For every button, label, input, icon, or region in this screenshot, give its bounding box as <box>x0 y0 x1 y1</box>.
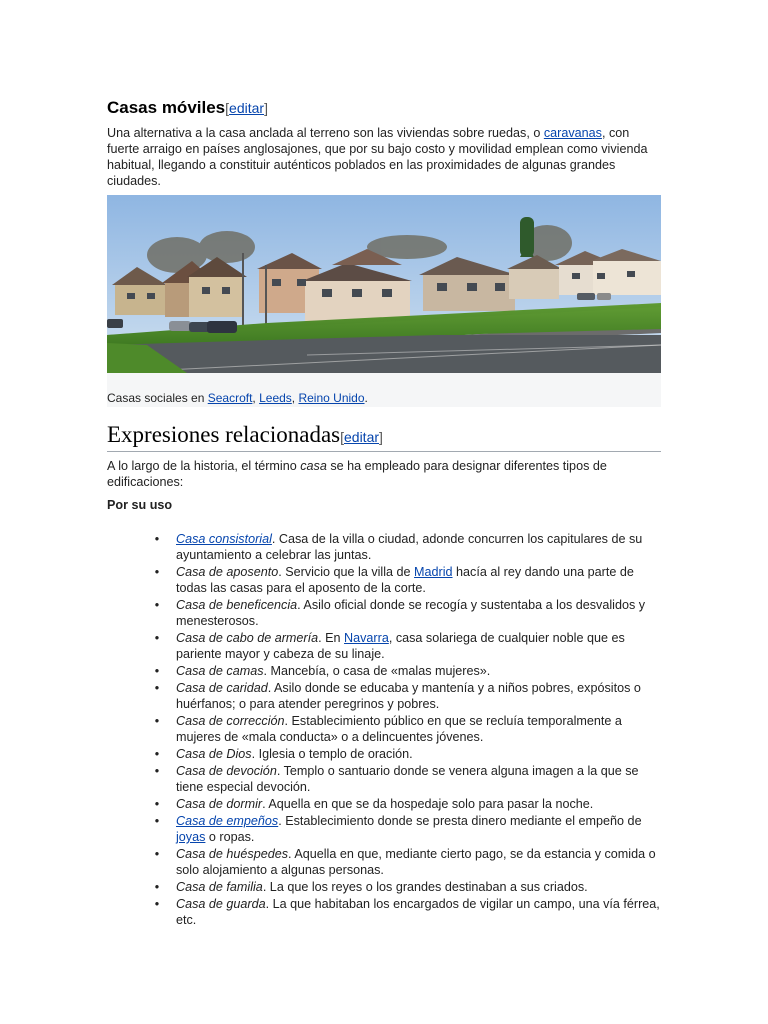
item-description: . Aquella en que se da hospedaje solo para pasar la noche. <box>262 797 594 811</box>
bullet-icon: • <box>154 714 160 728</box>
item-description: . Establecimiento donde se presta dinero mediante el empeño de <box>278 814 642 828</box>
section-title-casas-moviles <box>107 97 268 119</box>
link-caravanas[interactable]: caravanas <box>543 126 602 140</box>
bullet-icon: • <box>154 747 160 761</box>
list-item <box>152 531 662 563</box>
link-leeds[interactable]: Leeds <box>259 391 292 405</box>
bullet-icon: • <box>154 565 160 579</box>
bullet-icon: • <box>154 598 160 612</box>
edit-section-link[interactable] <box>340 429 383 445</box>
caption-separator: , <box>291 391 299 405</box>
paragraph-intro <box>107 458 663 490</box>
item-description: . Aquella en que, mediante cierto pago, se da estancia y comida o solo alojamiento a algunas personas. <box>176 847 656 877</box>
paragraph-text: A lo largo de la historia, el término <box>107 459 301 473</box>
term-text: Casa de familia <box>176 880 263 894</box>
bullet-icon: • <box>154 532 160 546</box>
term-link[interactable]: Casa de empeños <box>176 814 279 828</box>
inline-link[interactable]: joyas <box>176 830 206 844</box>
term-text: Casa de corrección <box>176 714 285 728</box>
item-description: . La que los reyes o los grandes destinaban a sus criados. <box>262 880 588 894</box>
paragraph-casas-moviles <box>107 125 663 189</box>
bullet-icon: • <box>154 814 160 828</box>
figure-thumbnail <box>107 195 661 407</box>
item-description: . Establecimiento público en que se recluía temporalmente a mujeres de «mala conducta» o a delincuentes jóvenes. <box>176 714 622 744</box>
subheading-por-su-uso: Por su uso <box>107 498 173 512</box>
term-text: Casa de huéspedes <box>176 847 289 861</box>
housing-photo-image <box>107 195 661 373</box>
caption-text: Casas sociales en <box>107 391 208 405</box>
item-description: . Asilo oficial donde se recogía y sustentaba a los desvalidos y menesterosos. <box>176 598 646 628</box>
item-description: . Casa de la villa o ciudad, adonde concurren los capitulares de su ayuntamiento a celebrar las juntas. <box>176 532 643 562</box>
link-seacroft[interactable]: Seacroft <box>207 391 253 405</box>
list-item <box>152 564 662 596</box>
term-link[interactable]: Casa consistorial <box>176 532 272 546</box>
item-description: . Iglesia o templo de oración. <box>251 747 413 761</box>
paragraph-text: se ha empleado para designar diferentes tipos de edificaciones: <box>107 459 607 489</box>
bullet-icon: • <box>154 797 160 811</box>
term-text: Casa de camas <box>176 664 264 678</box>
item-description: . Asilo donde se educaba y mantenía y a niños pobres, expósitos o huérfanos; o para atender peregrinos y pobres. <box>176 681 641 711</box>
list-item <box>152 663 662 679</box>
edit-bracket-open: [ <box>225 100 230 116</box>
inline-link[interactable]: Madrid <box>414 565 453 579</box>
photo-social-housing[interactable] <box>107 195 661 373</box>
figure-caption <box>107 391 368 405</box>
term-text: Casa de dormir <box>176 797 263 811</box>
inline-link[interactable]: Navarra <box>344 631 389 645</box>
item-description: , casa solariega de cualquier noble que es pariente mayor y cabeza de su linaje. <box>176 631 625 661</box>
list-item <box>152 597 662 629</box>
bullet-icon: • <box>154 664 160 678</box>
edit-bracket-close: ] <box>264 100 268 116</box>
term-text: Casa de devoción <box>176 764 277 778</box>
caption-separator: , <box>252 391 260 405</box>
item-description: . Servicio que la villa de <box>278 565 415 579</box>
list-item <box>152 713 662 745</box>
term-text: Casa de guarda <box>176 897 266 911</box>
bullet-icon: • <box>154 681 160 695</box>
term-text: Casa de aposento <box>176 565 279 579</box>
bullet-icon: • <box>154 764 160 778</box>
section-title-expresiones <box>107 421 661 452</box>
item-description: . La que habitaban los encargados de vigilar un campo, una vía férrea, etc. <box>176 897 660 927</box>
item-description: . Mancebía, o casa de «malas mujeres». <box>263 664 491 678</box>
item-description: hacía al rey dando una parte de todas las casas para el aposento de la corte. <box>176 565 634 595</box>
list-item <box>152 630 662 662</box>
section-title-text: Casas móviles <box>107 98 226 117</box>
term-text: Casa de Dios <box>176 747 252 761</box>
term-text: Casa de beneficencia <box>176 598 298 612</box>
bullet-icon: • <box>154 847 160 861</box>
edit-bracket-close: ] <box>379 429 383 445</box>
list-item <box>152 680 662 712</box>
paragraph-text: Una alternativa a la casa anclada al terreno son las viviendas sobre ruedas, o <box>107 126 544 140</box>
item-description: . En <box>318 631 345 645</box>
caption-end: . <box>364 391 368 405</box>
usage-list <box>152 531 662 929</box>
bullet-icon: • <box>154 880 160 894</box>
link-reino-unido[interactable]: Reino Unido <box>298 391 365 405</box>
term-text: Casa de cabo de armería <box>176 631 319 645</box>
item-description: . Templo o santuario donde se venera alguna imagen a la que se tiene especial devoción. <box>176 764 639 794</box>
italic-term-casa: casa <box>300 459 327 473</box>
edit-label[interactable]: editar <box>344 429 380 445</box>
list-item <box>152 896 662 928</box>
edit-section-link[interactable] <box>225 100 268 116</box>
edit-label[interactable]: editar <box>229 100 265 116</box>
bullet-icon: • <box>154 631 160 645</box>
paragraph-text: , con fuerte arraigo en países anglosajones, que por su bajo costo y movilidad emplean como vivienda habitual, llegando a constituir auténticos poblados en las proximidades de algunas grandes ciudades. <box>107 126 648 188</box>
list-item <box>152 813 662 845</box>
term-text: Casa de caridad <box>176 681 268 695</box>
section-title-text: Expresiones relacionadas <box>107 422 341 447</box>
list-item <box>152 846 662 878</box>
list-item <box>152 763 662 795</box>
list-item <box>152 796 662 812</box>
list-item <box>152 879 662 895</box>
edit-bracket-open: [ <box>340 429 344 445</box>
item-description: o ropas. <box>205 830 255 844</box>
list-item <box>152 746 662 762</box>
bullet-icon: • <box>154 897 160 911</box>
